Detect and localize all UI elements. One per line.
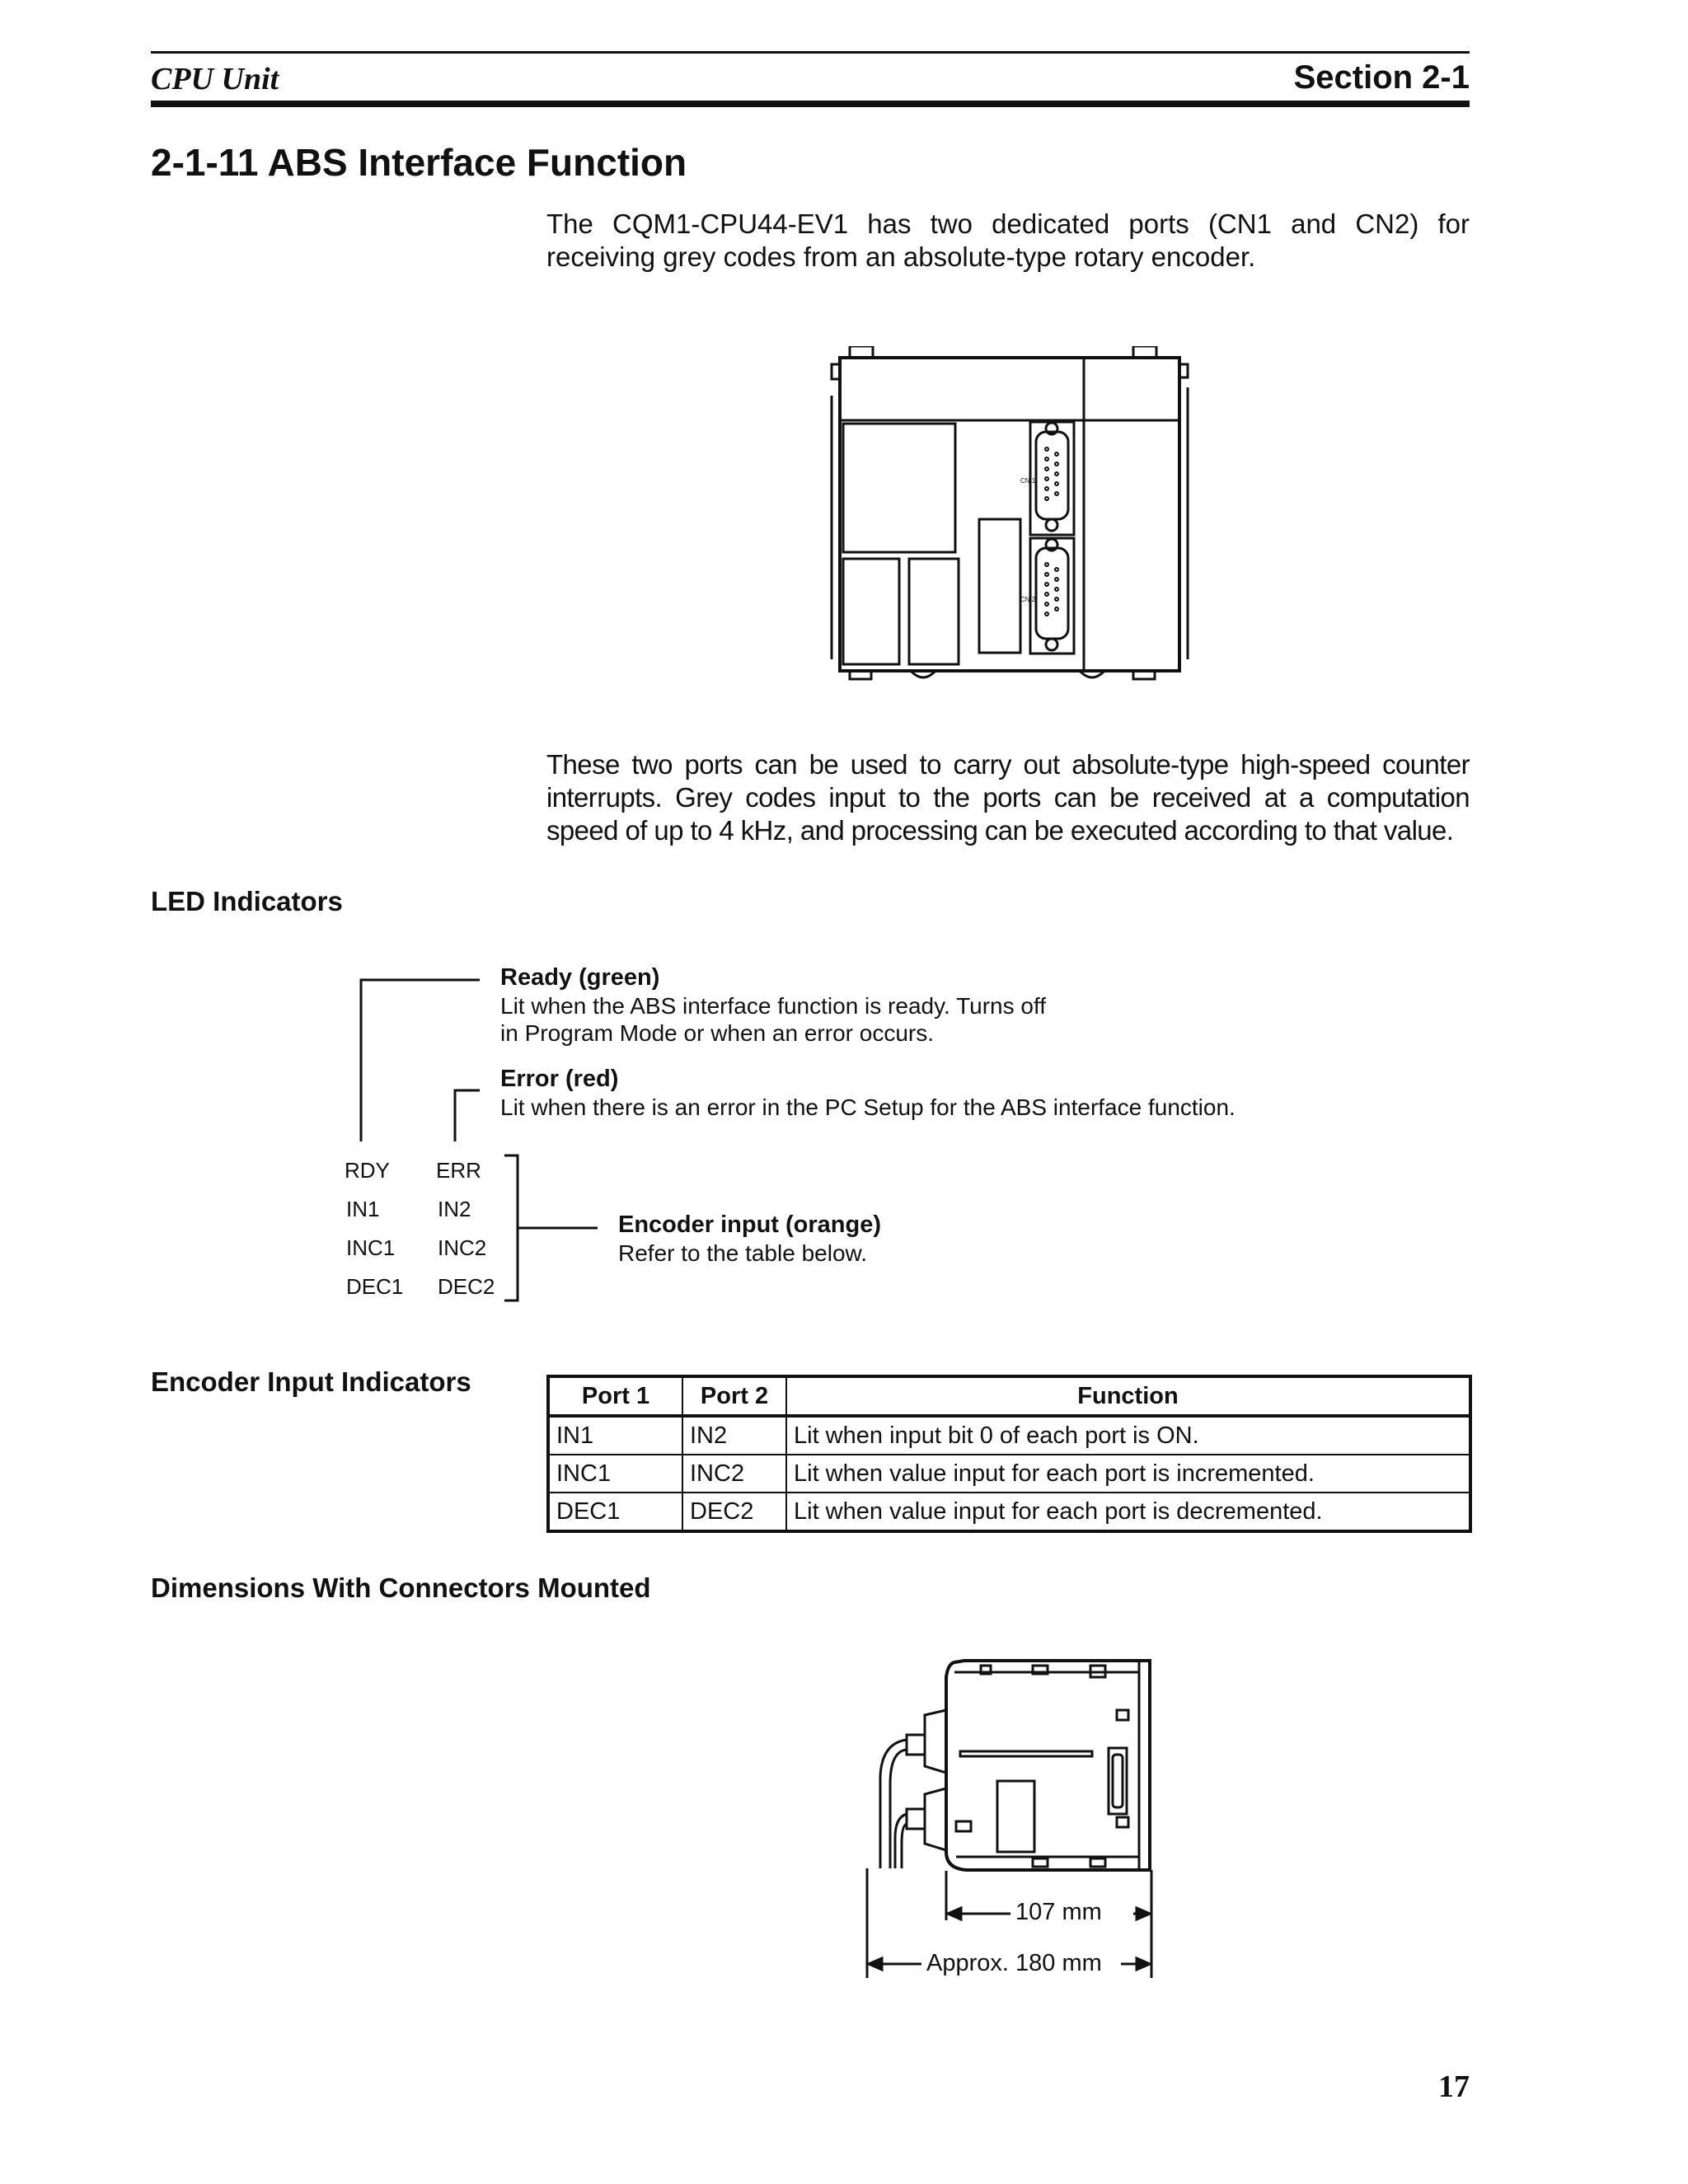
error-desc: Lit when there is an error in the PC Setup for the ABS interface function. [500,1094,1236,1120]
dimension-107mm: 107 mm [1010,1899,1107,1926]
table-cell: DEC1 [548,1493,682,1531]
table-cell: IN2 [682,1416,786,1455]
table-cell: DEC2 [682,1493,786,1531]
table-cell: INC1 [548,1455,682,1493]
section-title: 2-1-11 ABS Interface Function [151,141,687,184]
led-inc1: INC1 [346,1235,396,1260]
table-row [548,1493,1470,1531]
ready-title: Ready (green) [500,964,660,991]
encoder-input-table [546,1375,1472,1533]
column-header: Port 1 [548,1376,682,1416]
dimensions-side-diagram [857,1652,1203,1990]
table-cell: Lit when value input for each port is decremented. [786,1493,1470,1531]
led-indicators-heading: LED Indicators [151,886,343,916]
table-cell: Lit when value input for each port is incremented. [786,1455,1470,1493]
dimensions-heading: Dimensions With Connectors Mounted [151,1572,651,1603]
ready-desc-line2: in Program Mode or when an error occurs. [500,1020,934,1046]
dimension-approx-180mm: Approx. 180 mm [921,1950,1107,1977]
error-title: Error (red) [500,1066,619,1092]
table-header-row [548,1376,1470,1416]
page-number: 17 [1438,2069,1470,2104]
cn2-label: CN 2 [1020,596,1036,603]
table-cell: INC2 [682,1455,786,1493]
led-in2: IN2 [438,1197,471,1221]
intro-paragraph: The CQM1-CPU44-EV1 has two dedicated ports (CN1 and CN2) for receiving grey codes from an absolute-type rotary encoder. [546,209,1470,272]
encoder-title: Encoder input (orange) [618,1212,881,1238]
running-header-right: Section 2-1 [1293,59,1470,96]
column-header: Function [786,1376,1470,1416]
speed-paragraph: These two ports can be used to carry out absolute-type high-speed counter interrupts. Grey codes input to the ports can be received at a computation speed of up to 4 kHz, and processing can be executed according to that value. [546,749,1470,846]
led-inc2: INC2 [438,1235,487,1260]
led-in1: IN1 [346,1197,380,1221]
table-row [548,1455,1470,1493]
ready-desc-line1: Lit when the ABS interface function is ready. Turns off [500,993,1047,1019]
table-cell: Lit when input bit 0 of each port is ON. [786,1416,1470,1455]
led-rdy: RDY [345,1158,390,1183]
led-dec2: DEC2 [438,1274,495,1299]
encoder-desc: Refer to the table below. [618,1240,867,1266]
led-err: ERR [436,1158,481,1183]
table-row [548,1416,1470,1455]
led-dec1: DEC1 [346,1274,404,1299]
column-header: Port 2 [682,1376,786,1416]
running-header-left: CPU Unit [151,62,279,96]
encoder-input-heading: Encoder Input Indicators [151,1366,471,1397]
table-cell: IN1 [548,1416,682,1455]
cn1-label: CN 1 [1020,477,1036,485]
